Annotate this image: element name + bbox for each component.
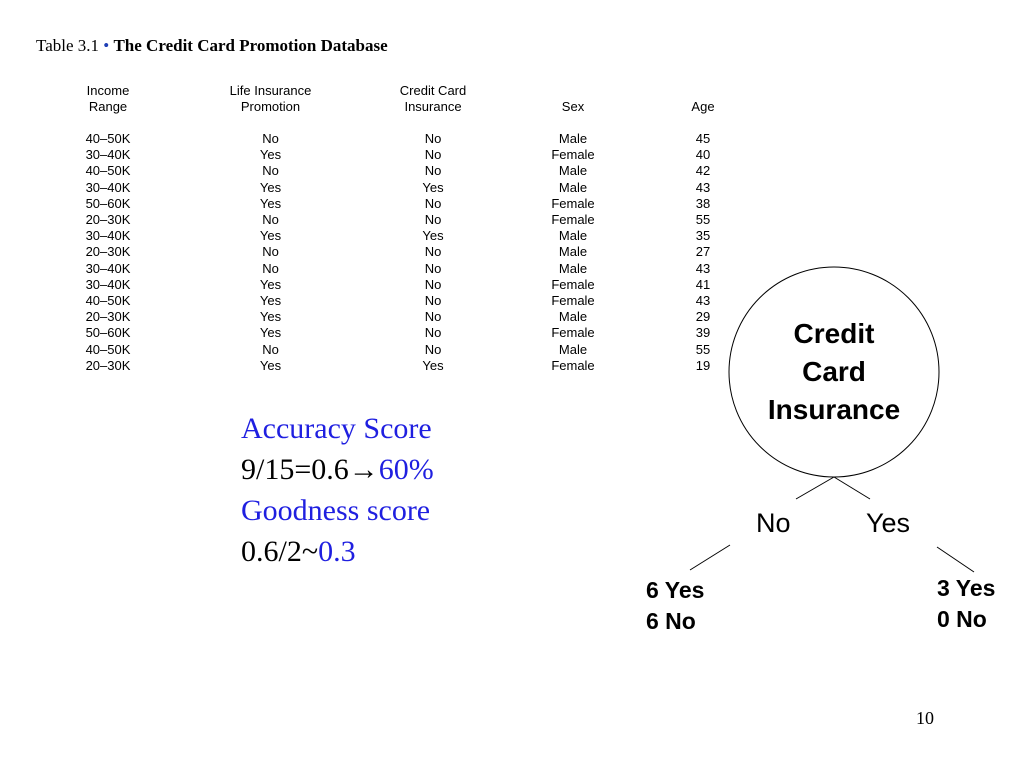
cell-income-range: 40–50K (85, 131, 131, 146)
cell-life-insurance-promotion: Yes (259, 357, 282, 373)
cell-life-insurance-promotion: No (262, 163, 279, 179)
cell-age: 41 (695, 276, 711, 292)
cell-income-range: 40–50K (85, 341, 131, 357)
leaf-no: 6 Yes 6 No (646, 577, 705, 634)
cell-age: 43 (695, 260, 711, 276)
cell-life-insurance-promotion: Yes (259, 147, 282, 163)
cell-age: 38 (695, 195, 711, 211)
cell-life-insurance-promotion: No (262, 260, 279, 276)
cell-sex: Female (551, 293, 595, 309)
branch-label-yes: Yes (866, 508, 911, 538)
cell-credit-card-insurance: No (424, 260, 442, 276)
accuracy-formula: 9/15=0.6 (241, 453, 349, 486)
cell-income-range: 20–30K (85, 357, 131, 373)
branch-label-no: No (756, 508, 791, 538)
caption-prefix: Table 3.1 (36, 36, 100, 55)
cell-age: 35 (695, 228, 711, 244)
cell-sex: Female (551, 147, 595, 163)
cell-age: 19 (695, 357, 711, 373)
cell-age: 55 (695, 212, 711, 228)
cell-sex: Male (558, 163, 588, 179)
cell-income-range: 50–60K (85, 195, 131, 211)
caption-title: The Credit Card Promotion Database (113, 36, 388, 55)
cell-age: 55 (695, 341, 711, 357)
cell-life-insurance-promotion: Yes (259, 325, 282, 341)
cell-life-insurance-promotion: Yes (259, 276, 282, 292)
cell-age: 40 (695, 147, 711, 163)
cell-life-insurance-promotion: No (262, 341, 279, 357)
cell-age: 43 (695, 179, 711, 195)
edge-leaf-yes (937, 547, 974, 572)
cell-credit-card-insurance: Yes (422, 179, 444, 195)
header-credit-card-insurance: Credit Card Insurance (399, 82, 467, 114)
cell-income-range: 30–40K (85, 179, 131, 195)
cell-sex: Female (551, 325, 595, 341)
cell-sex: Male (558, 179, 588, 195)
cell-sex: Male (558, 309, 588, 325)
leaf-yes: 3 Yes 0 No (937, 575, 996, 632)
cell-age: 42 (695, 163, 711, 179)
cell-credit-card-insurance: No (424, 212, 442, 228)
cell-credit-card-insurance: No (424, 244, 442, 260)
cell-credit-card-insurance: No (424, 293, 442, 309)
root-node-label: Credit Card Insurance (767, 318, 901, 425)
cell-credit-card-insurance: No (424, 131, 442, 146)
cell-credit-card-insurance: No (424, 341, 442, 357)
cell-sex: Female (551, 212, 595, 228)
edge-yes (834, 477, 870, 499)
cell-income-range: 30–40K (85, 147, 131, 163)
cell-life-insurance-promotion: Yes (259, 228, 282, 244)
header-income-range: Income Range (86, 82, 130, 114)
cell-credit-card-insurance: No (424, 147, 442, 163)
accuracy-score-label: Accuracy Score (241, 412, 432, 445)
accuracy-value: 60% (378, 453, 434, 486)
cell-income-range: 30–40K (85, 260, 131, 276)
cell-income-range: 20–30K (85, 212, 131, 228)
header-life-insurance-promotion: Life Insurance Promotion (229, 82, 312, 114)
caption-bullet: • (103, 36, 110, 55)
page-number: 10 (916, 708, 934, 728)
cell-age: 43 (695, 293, 711, 309)
cell-sex: Female (551, 276, 595, 292)
cell-age: 27 (695, 244, 711, 260)
cell-sex: Male (558, 341, 588, 357)
edge-leaf-no (690, 545, 730, 570)
goodness-formula: 0.6/2~ (241, 535, 319, 568)
cell-income-range: 30–40K (85, 228, 131, 244)
cell-income-range: 20–30K (85, 244, 131, 260)
cell-credit-card-insurance: Yes (422, 228, 444, 244)
cell-sex: Male (558, 228, 588, 244)
cell-life-insurance-promotion: No (262, 212, 279, 228)
cell-age: 45 (695, 131, 711, 146)
cell-credit-card-insurance: Yes (422, 357, 444, 373)
cell-income-range: 30–40K (85, 276, 131, 292)
cell-sex: Female (551, 195, 595, 211)
cell-sex: Male (558, 131, 588, 146)
cell-credit-card-insurance: No (424, 195, 442, 211)
cell-life-insurance-promotion: No (262, 131, 279, 146)
cell-sex: Male (558, 244, 588, 260)
cell-life-insurance-promotion: No (262, 244, 279, 260)
cell-income-range: 20–30K (85, 309, 131, 325)
cell-life-insurance-promotion: Yes (259, 195, 282, 211)
goodness-score-label: Goodness score (241, 494, 431, 527)
cell-income-range: 40–50K (85, 163, 131, 179)
cell-sex: Male (558, 260, 588, 276)
cell-life-insurance-promotion: Yes (259, 309, 282, 325)
arrow-icon: → (348, 453, 379, 486)
cell-credit-card-insurance: No (424, 325, 442, 341)
edge-no (796, 477, 834, 499)
cell-credit-card-insurance: No (424, 163, 442, 179)
cell-income-range: 40–50K (85, 293, 131, 309)
cell-income-range: 50–60K (85, 325, 131, 341)
cell-sex: Female (551, 357, 595, 373)
cell-life-insurance-promotion: Yes (259, 293, 282, 309)
cell-credit-card-insurance: No (424, 309, 442, 325)
header-age: Age (691, 98, 715, 114)
cell-life-insurance-promotion: Yes (259, 179, 282, 195)
cell-age: 29 (695, 309, 711, 325)
cell-age: 39 (695, 325, 711, 341)
cell-credit-card-insurance: No (424, 276, 442, 292)
goodness-value: 0.3 (318, 535, 356, 568)
header-sex: Sex (561, 98, 585, 114)
